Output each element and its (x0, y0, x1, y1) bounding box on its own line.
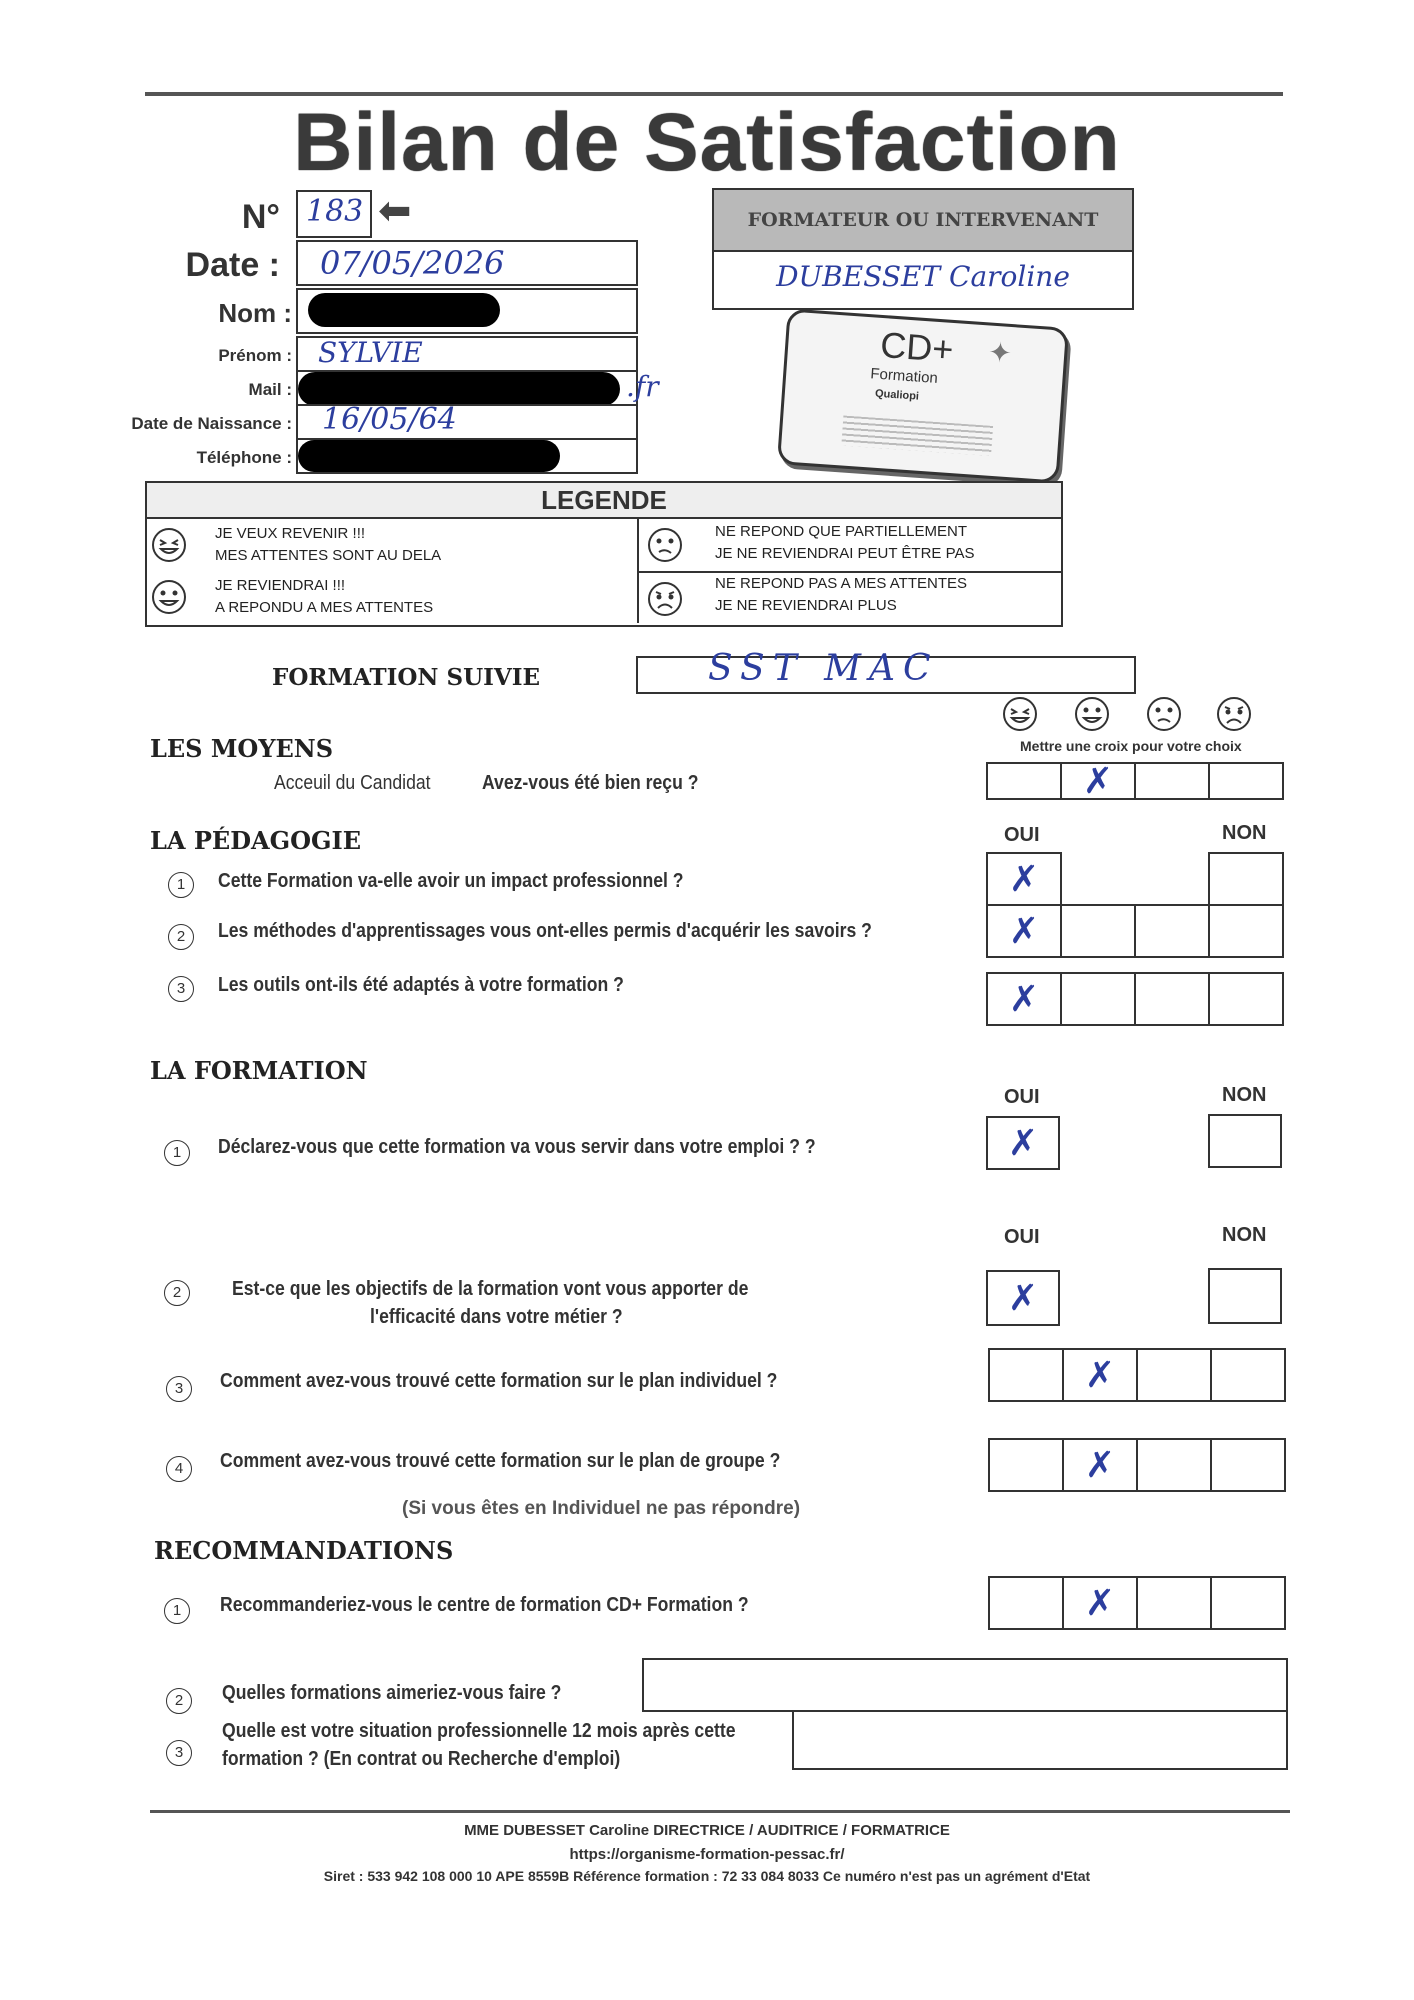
mail-label: Mail : (248, 380, 292, 399)
check-mark: ✗ (1082, 760, 1114, 802)
recommandations-q3-text-line1: Quelle est votre situation professionnelle 12 mois après cette (222, 1720, 736, 1742)
pedagogie-non-label: NON (1222, 822, 1267, 844)
rating-cell-4[interactable] (1210, 1348, 1286, 1402)
pedagogie-q1-number: 1 (168, 872, 194, 898)
check-mark: ✗ (1084, 1582, 1116, 1624)
recommandations-q2-answer-field[interactable] (642, 1658, 1288, 1712)
formation-q4-text: Comment avez-vous trouvé cette formation sur le plan de groupe ? (220, 1450, 781, 1472)
rating-cell-3[interactable] (1136, 1348, 1212, 1402)
rating-cell-2[interactable] (1060, 904, 1136, 958)
rating-cell-2[interactable] (1062, 1348, 1138, 1402)
naissance-field[interactable] (296, 404, 638, 440)
formation-q3-text: Comment avez-vous trouvé cette formation sur le plan individuel ? (220, 1370, 778, 1392)
legend-item-1-line1: JE VEUX REVENIR !!! (215, 525, 366, 542)
check-mark: ✗ (1084, 1444, 1116, 1486)
logo-fine-print (841, 415, 993, 455)
rating-cell-3[interactable] (1134, 904, 1210, 958)
formation-q2-oui-label: OUI (1004, 1226, 1040, 1248)
check-mark (1210, 1270, 1280, 1322)
legend-item-3-line1: JE REVIENDRAI !!! (215, 577, 346, 594)
pedagogie-q3-rating[interactable] (986, 972, 1284, 1026)
rating-cell-4[interactable] (1210, 1576, 1286, 1630)
formation-q1-number: 1 (164, 1140, 190, 1166)
mail-redaction (298, 372, 620, 406)
pedagogie-q1-text: Cette Formation va-elle avoir un impact professionnel ? (218, 870, 684, 892)
pedagogie-q1-rating[interactable] (986, 852, 1284, 906)
formation-suivie-value: SST MAC (708, 648, 939, 689)
rating-cell-2[interactable] (1060, 972, 1136, 1026)
check-mark: ✗ (1007, 1122, 1039, 1164)
rating-faces-header (988, 696, 1288, 736)
recommandations-q1-rating[interactable] (988, 1576, 1286, 1630)
formation-individuel-note: (Si vous êtes en Individuel ne pas répondre) (402, 1498, 801, 1519)
formation-q1-text: Déclarez-vous que cette formation va vous servir dans votre emploi ? ? (218, 1136, 816, 1158)
formateur-header: FORMATEUR OU INTERVENANT (714, 190, 1132, 252)
pedagogie-q2-text: Les méthodes d'apprentissages vous ont-elles permis d'acquérir les savoirs ? (218, 920, 872, 942)
rating-cell-3[interactable] (1136, 1438, 1212, 1492)
angry-face-icon (647, 581, 683, 617)
rating-cell-4[interactable] (1208, 972, 1284, 1026)
arrow-icon: ⬅ (378, 189, 412, 233)
confused-face-icon (647, 527, 683, 563)
rating-cell-3[interactable] (1134, 762, 1210, 800)
formation-q1-non-label: NON (1222, 1084, 1267, 1106)
rating-cell-1[interactable] (986, 972, 1062, 1026)
moyens-q1-rating[interactable] (986, 762, 1284, 800)
formation-q2-text-line1: Est-ce que les objectifs de la formation vont vous apporter de (232, 1278, 749, 1300)
angry-face-icon (1216, 696, 1252, 732)
telephone-redaction (298, 440, 560, 472)
legend-header: LEGENDE (147, 483, 1061, 519)
formation-q2-number: 2 (164, 1280, 190, 1306)
smiling-face-icon (1074, 696, 1110, 732)
rating-cell-1[interactable] (988, 1348, 1064, 1402)
formation-q2-non-box[interactable] (1208, 1268, 1282, 1324)
formation-q3-number: 3 (166, 1376, 192, 1402)
moyens-q1-text: Avez-vous été bien reçu ? (482, 772, 699, 794)
smiling-face-icon (151, 579, 187, 615)
rating-cell-4[interactable] (1208, 904, 1284, 958)
rating-cell-4[interactable] (1208, 762, 1284, 800)
recommandations-q3-text-line2: formation ? (En contrat ou Recherche d'emploi) (222, 1748, 621, 1770)
confused-face-icon (1146, 696, 1182, 732)
prenom-field[interactable] (296, 336, 638, 372)
recommandations-q2-number: 2 (166, 1688, 192, 1714)
check-mark: ✗ (1008, 910, 1040, 952)
rating-cell-3[interactable] (1136, 1576, 1212, 1630)
rating-cell-4[interactable] (1210, 1438, 1286, 1492)
date-value: 07/05/2026 (320, 244, 505, 282)
prenom-label: Prénom : (218, 346, 292, 365)
section-formation-title: LA FORMATION (150, 1056, 368, 1085)
check-mark: ✗ (1008, 978, 1040, 1020)
pedagogie-q3-number: 3 (168, 976, 194, 1002)
section-recommandations-title: RECOMMANDATIONS (154, 1536, 454, 1565)
choice-hint: Mettre une croix pour votre choix (1020, 738, 1242, 754)
check-mark: ✗ (1084, 1354, 1116, 1396)
formation-q2-text-line2: l'efficacité dans votre métier ? (370, 1306, 623, 1328)
section-pedagogie-title: LA PÉDAGOGIE (150, 826, 362, 855)
legend-item-4-line1: NE REPOND PAS A MES ATTENTES (715, 575, 968, 592)
formation-q2-oui-box[interactable] (986, 1270, 1060, 1326)
rating-cell-2[interactable] (1062, 1576, 1138, 1630)
legend-item-4-line2: JE NE REVIENDRAI PLUS (715, 597, 897, 614)
legend-item-3-line2: A REPONDU A MES ATTENTES (215, 599, 434, 616)
check-mark: ✗ (1007, 1277, 1039, 1319)
recommandations-q3-answer-field[interactable] (792, 1710, 1288, 1770)
formation-q1-non-box[interactable] (1208, 1114, 1282, 1168)
naissance-label: Date de Naissance : (131, 414, 292, 433)
prenom-value: SYLVIE (318, 336, 423, 369)
formation-q1-oui-box[interactable] (986, 1116, 1060, 1170)
footer-line1: MME DUBESSET Caroline DIRECTRICE / AUDITRICE / FORMATRICE (464, 1822, 950, 1839)
logo-brand: CD+ (879, 323, 955, 370)
section-moyens-title: LES MOYENS (150, 734, 334, 763)
moyens-q1-topic: Acceuil du Candidat (274, 772, 431, 794)
formation-suivie-field[interactable] (636, 648, 1136, 694)
legend-item-2-line2: JE NE REVIENDRAI PEUT ÊTRE PAS (715, 545, 975, 562)
formation-q4-number: 4 (166, 1456, 192, 1482)
rating-cell-3[interactable] (1134, 972, 1210, 1026)
nom-redaction (308, 293, 500, 327)
date-field[interactable] (296, 240, 638, 286)
legend-item-1-line2: MES ATTENTES SONT AU DELA (215, 547, 442, 564)
recommandations-q1-text: Recommanderiez-vous le centre de formation CD+ Formation ? (220, 1594, 749, 1616)
footer-url[interactable]: https://organisme-formation-pessac.fr/ (569, 1846, 845, 1863)
mail-suffix: .fr (626, 370, 659, 403)
check-mark: ✗ (1008, 858, 1040, 900)
rating-cell-1[interactable] (986, 852, 1062, 906)
numero-field[interactable] (296, 190, 372, 238)
formation-q4-rating[interactable] (988, 1438, 1286, 1492)
formation-suivie-label: FORMATION SUIVIE (272, 664, 541, 691)
lightbulb-icon: ✦ (987, 336, 1013, 370)
formation-q2-non-label: NON (1222, 1224, 1267, 1246)
pedagogie-q2-rating[interactable] (986, 904, 1284, 958)
logo-subtitle: Formation (869, 365, 939, 387)
rating-cell-1[interactable] (988, 1438, 1064, 1492)
recommandations-q3-number: 3 (166, 1740, 192, 1766)
footer-line3: Siret : 533 942 108 000 10 APE 8559B Référence formation : 72 33 084 8033 Ce numéro n'est pas un agrément d'Etat (323, 1868, 1091, 1884)
date-label: Date : (185, 246, 280, 284)
check-mark (1210, 1116, 1280, 1166)
page-title: Bilan de Satisfaction (293, 97, 1121, 188)
recommandations-q2-text: Quelles formations aimeriez-vous faire ? (222, 1682, 562, 1704)
nom-label: Nom : (218, 298, 292, 328)
legend-box (145, 481, 1063, 627)
numero-value: 183 (306, 194, 364, 229)
formation-q3-rating[interactable] (988, 1348, 1286, 1402)
laughing-face-icon (151, 527, 187, 563)
pedagogie-q3-text: Les outils ont-ils été adaptés à votre formation ? (218, 974, 624, 996)
footer-rule (150, 1810, 1290, 1813)
formation-q1-oui-label: OUI (1004, 1086, 1040, 1108)
rating-cell-1[interactable] (986, 762, 1062, 800)
pedagogie-oui-label: OUI (1004, 824, 1040, 846)
rating-cell-2[interactable] (1060, 852, 1136, 906)
legend-item-2-line1: NE REPOND QUE PARTIELLEMENT (715, 523, 967, 540)
formateur-name: DUBESSET Caroline (776, 260, 1070, 293)
cd-plus-logo (777, 308, 1069, 483)
pedagogie-q2-number: 2 (168, 924, 194, 950)
rating-cell-3[interactable] (1134, 852, 1210, 906)
rating-cell-2[interactable] (1060, 762, 1136, 800)
rating-cell-4[interactable] (1208, 852, 1284, 906)
rating-cell-2[interactable] (1062, 1438, 1138, 1492)
rating-cell-1[interactable] (988, 1576, 1064, 1630)
naissance-value: 16/05/64 (322, 402, 457, 437)
rating-cell-1[interactable] (986, 904, 1062, 958)
laughing-face-icon (1002, 696, 1038, 732)
logo-certification: Qualiopi (874, 387, 920, 403)
numero-label: N° (241, 198, 280, 236)
formateur-box (712, 188, 1134, 310)
telephone-label: Téléphone : (196, 448, 292, 467)
recommandations-q1-number: 1 (164, 1598, 190, 1624)
